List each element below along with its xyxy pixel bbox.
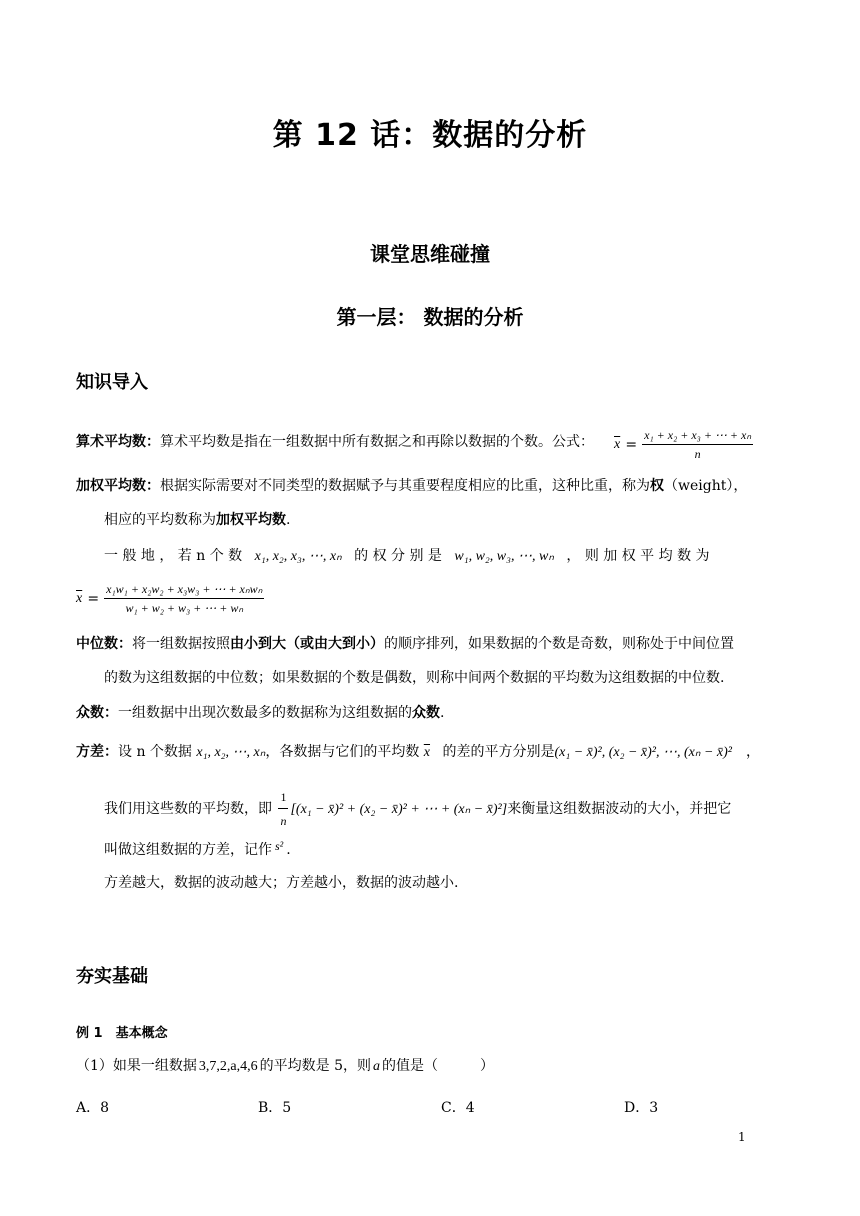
- x-values: x₁, x₂, x₃, ⋯, xₙ: [254, 549, 342, 564]
- variance-squares: (x₁ − x̄)², (x₂ − x̄)², ⋯, (xₙ − x̄)²: [554, 745, 732, 760]
- page-title: 第 12 话：数据的分析: [272, 118, 588, 153]
- basics-heading: 夯实基础: [76, 966, 148, 987]
- arithmetic-mean-paragraph: [76, 432, 594, 452]
- question-1: （1）如果一组数据 3,7,2,a,4,6 的平均数是 5，则 a 的值是（ ）: [76, 1058, 494, 1074]
- arithmetic-mean-label: 算术平均数：: [76, 434, 160, 450]
- s-squared: s²: [275, 839, 284, 853]
- question-data: 3,7,2,a,4,6: [198, 1059, 258, 1074]
- example-label: 例 1 基本概念: [76, 1026, 168, 1041]
- w-values: w₁, w₂, w₃, ⋯, wₙ: [454, 549, 554, 564]
- variance-line3: 叫做这组数据的方差，记作 s² .: [104, 839, 291, 858]
- variance-line2: 我们用这些数的平均数，即 $\frac{1}{n}$ [(x₁ − x̄)² + (x₂ − x̄)² + ⋯ + (xₙ − x̄)²]来衡量这组数据波动的大小，并把它: [104, 787, 731, 831]
- variance-sum: [(x₁ − x̄)² + (x₂ − x̄)² + ⋯ + (xₙ − x̄)²]: [290, 802, 508, 817]
- weighted-mean-line2: 相应的平均数称为加权平均数.: [104, 512, 291, 528]
- mode-label: 众数：: [76, 705, 118, 721]
- layer-heading: 第一层： 数据的分析: [336, 305, 524, 329]
- weighted-mean-label: 加权平均数：: [76, 478, 160, 494]
- section-heading: 课堂思维碰撞: [370, 242, 490, 266]
- arithmetic-mean-text: 算术平均数是指在一组数据中所有数据之和再除以数据的个数。公式：: [160, 434, 594, 450]
- weighted-formula-denominator: w₁ + w₂ + w₃ + ⋯ + wₙ: [125, 601, 244, 615]
- variance-paragraph: 方差：设 n 个数据 x₁, x₂, ⋯, xₙ，各数据与它们的平均数 $\overline{x}$ 的差的平方分别是(x₁ − x̄)², (x₂ − x̄)², ⋯, (xₙ − x̄)² ，: [76, 744, 760, 760]
- variance-label: 方差：: [76, 744, 118, 760]
- mean-formula-numerator: x₁ + x₂ + x₃ + ⋯ + xₙ: [642, 428, 753, 445]
- arithmetic-mean-formula: $\overline{x}$ = $\frac{\text{x₁ + x₂ + x₃ + ⋯ + xₙ}}{n}$: [614, 428, 752, 461]
- mode-paragraph: 众数：一组数据中出现次数最多的数据称为这组数据的众数.: [76, 705, 445, 721]
- median-paragraph: 中位数：将一组数据按照由小到大（或由大到小）的顺序排列，如果数据的个数是奇数，则称处于中间位置: [76, 636, 734, 652]
- option-a[interactable]: A．8: [76, 1100, 110, 1116]
- median-label: 中位数：: [76, 636, 132, 652]
- variance-conclusion: 方差越大，数据的波动越大；方差越小，数据的波动越小.: [104, 875, 459, 891]
- median-line2: 的数为这组数据的中位数；如果数据的个数是偶数，则称中间两个数据的平均数为这组数据的中位数.: [104, 670, 725, 686]
- variance-x-values: x₁, x₂, ⋯, xₙ: [196, 745, 266, 760]
- mean-formula-denominator: n: [694, 447, 701, 461]
- weighted-formula-numerator: x₁w₁ + x₂w₂ + x₃w₃ + ⋯ + xₙwₙ: [104, 582, 264, 599]
- option-c[interactable]: C．4: [441, 1100, 475, 1116]
- page-number: 1: [738, 1130, 746, 1144]
- weighted-mean-paragraph: 加权平均数：根据实际需要对不同类型的数据赋予与其重要程度相应的比重，这种比重，称为权（weight），: [76, 478, 748, 494]
- general-statement: 一 般 地 ， 若 n 个 数 x₁, x₂, x₃, ⋯, xₙ 的 权 分 别 是 w₁, w₂, w₃, ⋯, wₙ ， 则 加 权 平 均 数 为: [104, 548, 710, 564]
- intro-heading: 知识导入: [76, 372, 148, 393]
- weighted-mean-formula: $\overline{x}$ = $\frac{\text{x₁w₁ + x₂w₂ + x₃w₃ + ⋯ + xₙwₙ}}{\text{w₁ + w₂ + w₃ + ⋯ + wₙ}}$: [76, 582, 263, 615]
- option-d[interactable]: D．3: [624, 1100, 659, 1116]
- option-b[interactable]: B．5: [258, 1100, 292, 1116]
